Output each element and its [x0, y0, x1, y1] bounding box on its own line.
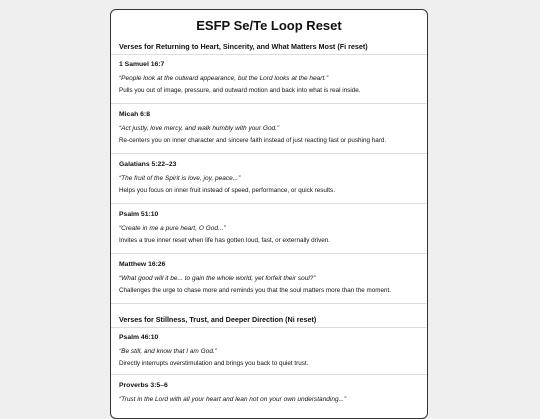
verse-reference: Proverbs 3:5–6: [119, 382, 168, 389]
verse-reference: 1 Samuel 16:7: [119, 61, 165, 68]
verse-quote: “People look at the outward appearance, but the Lord looks at the heart.”: [119, 75, 329, 82]
verse-item: [111, 55, 427, 104]
verse-quote: “Trust in the Lord with all your heart and lean not on your own understanding...”: [119, 396, 347, 403]
section-header-fi: Verses for Returning to Heart, Sincerity, and What Matters Most (Fi reset): [111, 40, 427, 55]
verse-quote: “The fruit of the Spirit is love, joy, peace...”: [119, 175, 241, 182]
verses-card: [110, 9, 428, 419]
verse-note: Directly interrupts overstimulation and brings you back to quiet trust.: [119, 360, 309, 367]
verse-item: [111, 204, 427, 254]
verse-note: Re-centers you on inner character and sincere faith instead of just reacting fast or pushing hard.: [119, 137, 387, 144]
section-header-ni: Verses for Stillness, Trust, and Deeper Direction (Ni reset): [111, 313, 427, 328]
verse-note: Helps you focus on inner fruit instead of speed, performance, or quick results.: [119, 187, 335, 194]
verse-note: Challenges the urge to chase more and reminds you that the soul matters more than the moment.: [119, 287, 391, 294]
verse-item: [111, 254, 427, 304]
page-title: ESFP Se/Te Loop Reset: [196, 18, 342, 33]
verse-quote: “Create in me a pure heart, O God...”: [119, 225, 226, 232]
verse-reference: Micah 6:8: [119, 111, 150, 118]
verse-note: Pulls you out of image, pressure, and outward motion and back into what is real inside.: [119, 87, 361, 94]
verse-reference: Matthew 16:26: [119, 261, 166, 268]
verse-reference: Psalm 46:10: [119, 334, 159, 341]
verse-note: Invites a true inner reset when life has gotten loud, fast, or externally driven.: [119, 237, 331, 244]
verse-quote: “What good will it be... to gain the whole world, yet forfeit their soul?”: [119, 275, 316, 282]
verse-item: [111, 375, 427, 415]
verse-reference: Galatians 5:22–23: [119, 161, 177, 168]
verse-quote: “Act justly, love mercy, and walk humbly with your God.”: [119, 125, 280, 132]
verse-item: [111, 104, 427, 154]
verse-item: [111, 328, 427, 375]
verse-reference: Psalm 51:10: [119, 211, 159, 218]
verse-item: [111, 154, 427, 204]
verse-quote: “Be still, and know that I am God.”: [119, 348, 217, 355]
